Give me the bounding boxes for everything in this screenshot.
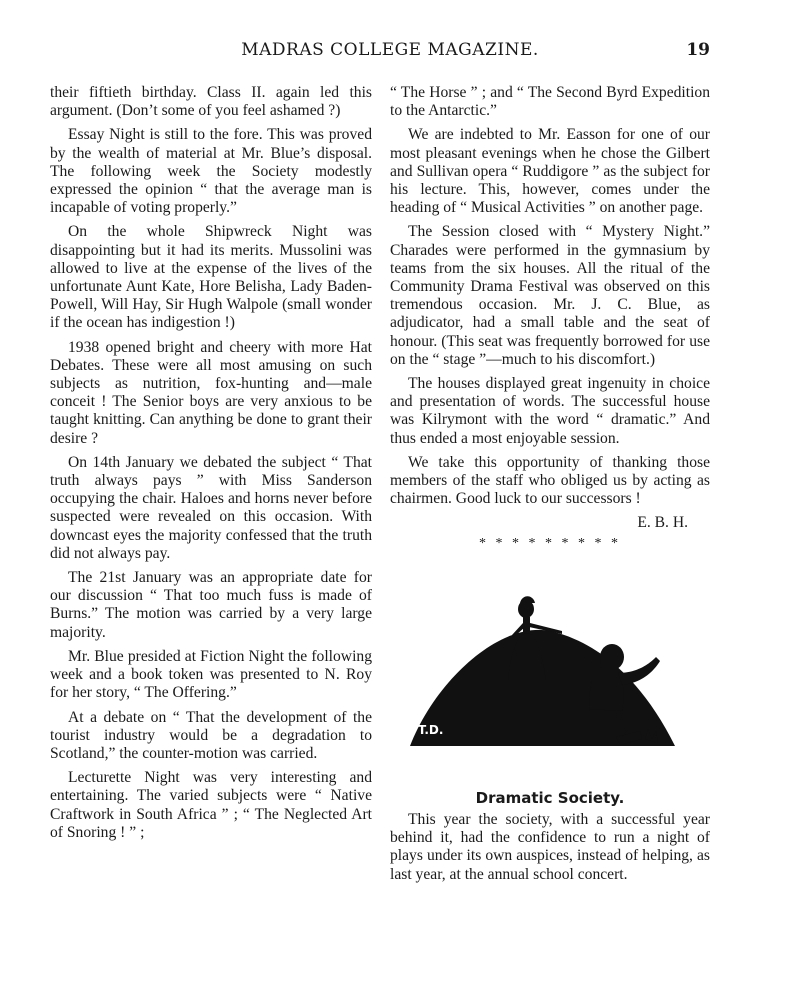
paragraph: “ The Horse ” ; and “ The Second Byrd Expedition to the Antarctic.” (390, 84, 710, 120)
silhouette-illustration (390, 561, 690, 771)
paragraph: On 14th January we debated the subject “ That truth always pays ” with Miss Sanderson occupying the chair. Haloes and horns never before suspected were revealed on this occasion. With downcast eyes the majority confessed that the truth did not always pay. (50, 453, 372, 562)
paragraph: Mr. Blue presided at Fiction Night the following week and a book token was presented to N. Roy for her story, “ The Offering.” (50, 647, 372, 702)
illustrator-signature: T.D. (418, 722, 444, 737)
page-number: 19 (686, 40, 710, 60)
paragraph: 1938 opened bright and cheery with more Hat Debates. These were all most amusing on such subjects as nutrition, fox-hunting and—male conceit ! The Senior boys are very anxious to be taught knitting. Can anything be done to grant their desire ? (50, 338, 372, 447)
paragraph: Essay Night is still to the fore. This was proved by the wealth of material at Mr. Blue’s disposal. The following week the Society modestly expressed the opinion “ that the average man is incapable of voting properly.” (50, 126, 372, 217)
left-column (50, 84, 372, 848)
right-column (390, 84, 710, 890)
paragraph: At a debate on “ That the development of the tourist industry would be a degradation to Scotland,” the counter-motion was carried. (50, 708, 372, 762)
section-separator: * * * * * * * * * (479, 535, 621, 551)
paragraph: On the whole Shipwreck Night was disappointing but it had its merits. Mussolini was allowed to live at the expense of the lives of the unfortunate Aunt Kate, Hore Belisha, Lady Baden-Powell, Will Hay, Sir Hugh Walpole (small wonder if the ocean has indigestion !) (50, 223, 372, 332)
paragraph: We are indebted to Mr. Easson for one of our most pleasant evenings when he chose the Gilbert and Sullivan opera “ Ruddigore ” as the subject for his lecture. This, however, comes under the heading of “ Musical Activities ” on another page. (390, 126, 710, 217)
silhouette-image (390, 561, 690, 771)
paragraph: their fiftieth birthday. Class II. again led this argument. (Don’t some of you feel ashamed ?) (50, 84, 372, 120)
author-signature: E. B. H. (637, 514, 688, 532)
paragraph: We take this opportunity of thanking those members of the staff who obliged us by acting as chairmen. Good luck to our successors ! (390, 453, 710, 508)
paragraph: Lecturette Night was very interesting and entertaining. The varied subjects were “ Native Craftwork in South Africa ” ; “ The Neglected Art of Snoring ! ” ; (50, 769, 372, 841)
paragraph: This year the society, with a successful year behind it, had the confidence to run a night of plays under its own auspices, instead of helping, as last year, at the annual school concert. (390, 811, 710, 883)
magazine-title: MADRAS COLLEGE MAGAZINE. (241, 40, 539, 60)
paragraph: The 21st January was an appropriate date for our discussion “ That too much fuss is made of Burns.” The motion was carried by a very large majority. (50, 569, 372, 641)
section-heading: Dramatic Society. (475, 788, 625, 807)
paragraph: The houses displayed great ingenuity in choice and presentation of words. The successful house was Kilrymont with the word “ dramatic.” And thus ended a most enjoyable session. (390, 375, 710, 447)
paragraph: The Session closed with “ Mystery Night.” Charades were performed in the gymnasium by teams from the six houses. All the ritual of the Community Drama Festival was observed on this tremendous occasion. Mr. J. C. Blue, as adjudicator, had a small table and the seat of honour. (This seat was frequently borrowed for use on the “ stage ”—much to his discomfort.) (390, 223, 710, 368)
